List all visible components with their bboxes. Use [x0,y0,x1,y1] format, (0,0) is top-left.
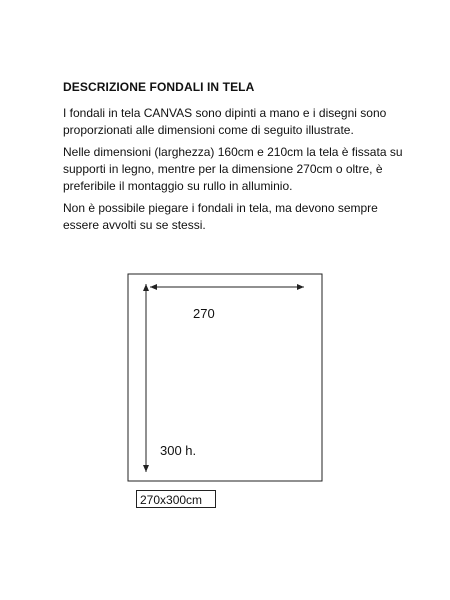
backdrop-outline [128,274,322,481]
width-label: 270 [193,306,215,321]
paragraph-description: I fondali in tela CANVAS sono dipinti a mano e i disegni sono proporzionati alle dimensioni come di seguito illustrate. [63,106,387,137]
size-caption: 270x300cm [136,490,216,508]
paragraph-folding: Non è possibile piegare i fondali in tela, ma devono sempre essere avvolti su se stessi. [63,201,378,232]
document-title: DESCRIZIONE FONDALI IN TELA [63,80,255,94]
height-label: 300 h. [160,443,197,458]
paragraph-mounting: Nelle dimensioni (larghezza) 160cm e 210cm la tela è fissata su supporti in legno, mentre per la dimensione 270cm o oltre, è preferibile il montaggio su rullo in alluminio. [63,145,403,193]
